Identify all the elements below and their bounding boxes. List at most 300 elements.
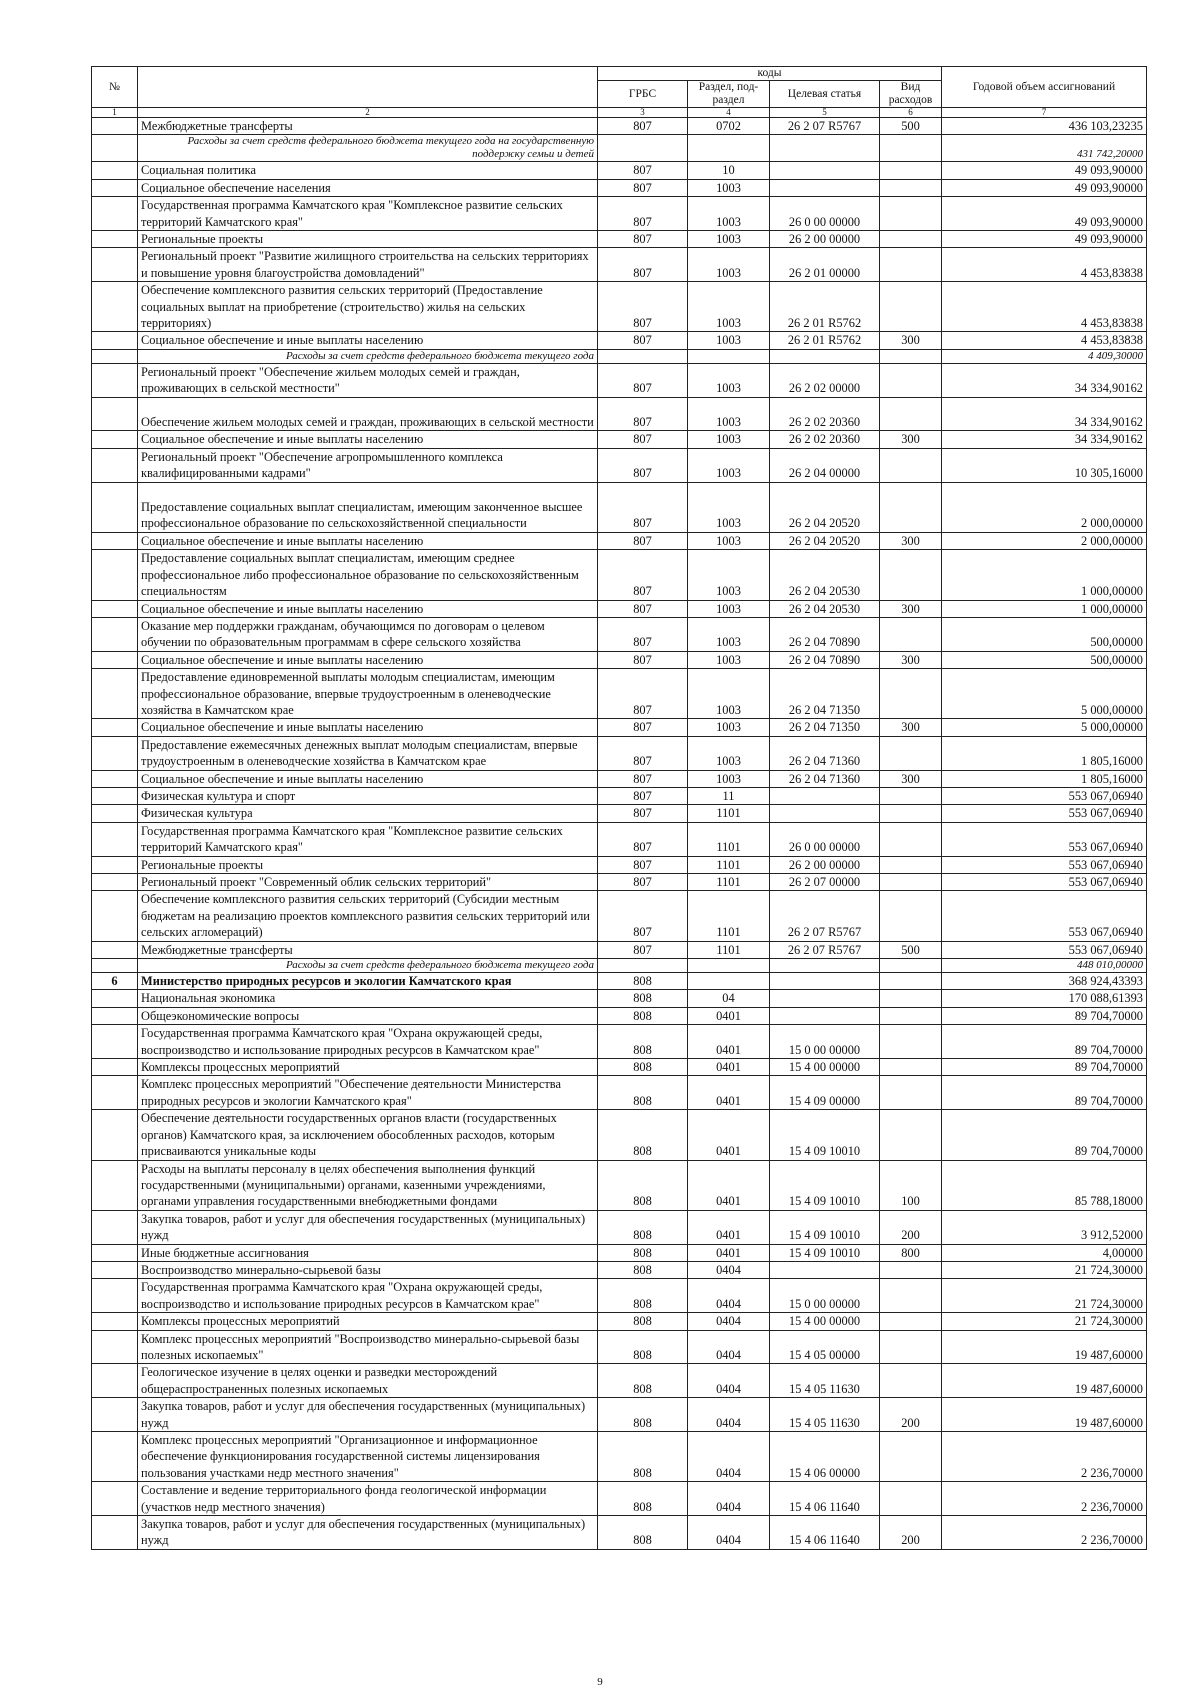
row-type <box>880 1007 942 1024</box>
row-type <box>880 856 942 873</box>
row-section <box>688 973 770 990</box>
row-type: 300 <box>880 651 942 668</box>
row-name: Составление и ведение территориального фонда геологической информации (участков недр местного значения) <box>138 1482 598 1516</box>
row-amount: 89 704,70000 <box>942 1025 1147 1059</box>
row-amount: 4 409,30000 <box>942 349 1147 363</box>
row-name: Расходы за счет средств федерального бюджета текущего года на государственную поддержку семьи и детей <box>138 135 598 162</box>
row-grbs: 808 <box>598 1261 688 1278</box>
budget-table <box>91 66 1147 1550</box>
row-name: Комплекс процессных мероприятий "Обеспечение деятельности Министерства природных ресурсов и экологии Камчатского края" <box>138 1076 598 1110</box>
row-name: Обеспечение комплексного развития сельских территорий (Субсидии местным бюджетам на реализацию проектов комплексного развития сельских территорий или сельских агломераций) <box>138 891 598 941</box>
table-row <box>92 1516 1147 1550</box>
row-grbs: 807 <box>598 856 688 873</box>
row-name: Расходы за счет средств федерального бюджета текущего года <box>138 959 598 973</box>
row-grbs: 808 <box>598 1364 688 1398</box>
row-section: 0404 <box>688 1482 770 1516</box>
row-amount: 500,00000 <box>942 651 1147 668</box>
row-section: 04 <box>688 990 770 1007</box>
row-name: Государственная программа Камчатского края "Охрана окружающей среды, воспроизводство и использование природных ресурсов в Камчатском крае" <box>138 1025 598 1059</box>
row-type: 200 <box>880 1516 942 1550</box>
row-name: Общеэкономические вопросы <box>138 1007 598 1024</box>
row-name: Расходы за счет средств федерального бюджета текущего года <box>138 349 598 363</box>
row-number <box>92 1261 138 1278</box>
row-amount: 21 724,30000 <box>942 1261 1147 1278</box>
index-cell: 1 <box>92 108 138 118</box>
row-grbs: 807 <box>598 874 688 891</box>
row-number <box>92 891 138 941</box>
row-type <box>880 1364 942 1398</box>
row-amount: 2 236,70000 <box>942 1516 1147 1550</box>
row-name: Физическая культура <box>138 805 598 822</box>
row-amount: 89 704,70000 <box>942 1076 1147 1110</box>
row-type: 200 <box>880 1398 942 1432</box>
row-name: Государственная программа Камчатского края "Комплексное развитие сельских территорий Камчатского края" <box>138 822 598 856</box>
row-type <box>880 179 942 196</box>
row-target <box>770 162 880 179</box>
row-type <box>880 135 942 162</box>
row-number <box>92 1432 138 1482</box>
row-type <box>880 1059 942 1076</box>
row-number <box>92 1076 138 1110</box>
row-type <box>880 231 942 248</box>
row-number <box>92 941 138 958</box>
row-name: Иные бюджетные ассигнования <box>138 1244 598 1261</box>
row-target: 26 2 04 20520 <box>770 482 880 532</box>
row-grbs: 808 <box>598 1025 688 1059</box>
row-target <box>770 805 880 822</box>
row-grbs: 807 <box>598 617 688 651</box>
row-section: 1003 <box>688 231 770 248</box>
row-number <box>92 349 138 363</box>
row-target <box>770 973 880 990</box>
table-row <box>92 162 1147 179</box>
row-amount: 553 067,06940 <box>942 874 1147 891</box>
row-type <box>880 990 942 1007</box>
row-amount: 34 334,90162 <box>942 431 1147 448</box>
row-section: 1101 <box>688 874 770 891</box>
row-section: 1003 <box>688 482 770 532</box>
row-grbs: 807 <box>598 397 688 431</box>
row-target: 26 2 01 00000 <box>770 248 880 282</box>
index-cell: 4 <box>688 108 770 118</box>
row-grbs: 807 <box>598 770 688 787</box>
row-target: 15 4 09 10010 <box>770 1160 880 1210</box>
row-type <box>880 1279 942 1313</box>
row-number <box>92 1110 138 1160</box>
row-amount: 553 067,06940 <box>942 891 1147 941</box>
row-section: 1003 <box>688 248 770 282</box>
row-number <box>92 822 138 856</box>
row-grbs: 807 <box>598 651 688 668</box>
row-target: 26 0 00 00000 <box>770 197 880 231</box>
row-section: 1003 <box>688 448 770 482</box>
row-amount: 431 742,20000 <box>942 135 1147 162</box>
table-row <box>92 1210 1147 1244</box>
row-amount: 553 067,06940 <box>942 787 1147 804</box>
row-grbs: 807 <box>598 197 688 231</box>
table-row <box>92 1244 1147 1261</box>
row-section: 0401 <box>688 1007 770 1024</box>
row-name: Геологическое изучение в целях оценки и разведки месторождений общераспространенных полезных ископаемых <box>138 1364 598 1398</box>
row-type <box>880 1482 942 1516</box>
row-number <box>92 1279 138 1313</box>
row-grbs: 807 <box>598 179 688 196</box>
index-cell: 2 <box>138 108 598 118</box>
row-type <box>880 162 942 179</box>
row-number <box>92 1007 138 1024</box>
row-name: Закупка товаров, работ и услуг для обеспечения государственных (муниципальных) нужд <box>138 1398 598 1432</box>
row-name: Региональный проект "Обеспечение агропромышленного комплекса квалифицированными кадрами" <box>138 448 598 482</box>
row-grbs: 808 <box>598 1059 688 1076</box>
row-target: 15 4 05 11630 <box>770 1364 880 1398</box>
row-target <box>770 135 880 162</box>
row-name: Социальное обеспечение и иные выплаты населению <box>138 651 598 668</box>
row-section: 1003 <box>688 397 770 431</box>
row-name: Комплексы процессных мероприятий <box>138 1059 598 1076</box>
row-number <box>92 179 138 196</box>
row-target: 26 2 07 R5767 <box>770 941 880 958</box>
row-target: 26 2 04 71360 <box>770 770 880 787</box>
table-row <box>92 770 1147 787</box>
row-number <box>92 1398 138 1432</box>
header-name <box>138 67 598 108</box>
row-target: 15 0 00 00000 <box>770 1025 880 1059</box>
row-amount: 2 236,70000 <box>942 1482 1147 1516</box>
row-section: 1003 <box>688 332 770 349</box>
row-number <box>92 397 138 431</box>
row-section: 1003 <box>688 600 770 617</box>
row-number <box>92 550 138 600</box>
row-amount: 89 704,70000 <box>942 1110 1147 1160</box>
row-grbs: 807 <box>598 431 688 448</box>
table-row <box>92 719 1147 736</box>
header-section: Раздел, под-раздел <box>688 81 770 108</box>
row-number <box>92 959 138 973</box>
row-amount: 2 000,00000 <box>942 482 1147 532</box>
row-grbs: 807 <box>598 669 688 719</box>
row-name: Региональный проект "Обеспечение жильем молодых семей и граждан, проживающих в сельской местности" <box>138 363 598 397</box>
row-type <box>880 397 942 431</box>
page-number: 9 <box>597 1676 603 1688</box>
row-amount: 3 912,52000 <box>942 1210 1147 1244</box>
table-row <box>92 1261 1147 1278</box>
row-type: 300 <box>880 332 942 349</box>
row-type <box>880 736 942 770</box>
row-grbs: 807 <box>598 363 688 397</box>
row-section: 1101 <box>688 805 770 822</box>
table-row <box>92 990 1147 1007</box>
table-row <box>92 179 1147 196</box>
row-grbs <box>598 959 688 973</box>
row-target: 15 4 09 10010 <box>770 1110 880 1160</box>
row-number <box>92 1330 138 1364</box>
row-target: 26 2 00 00000 <box>770 856 880 873</box>
table-row <box>92 363 1147 397</box>
row-type <box>880 1076 942 1110</box>
row-target: 15 4 06 11640 <box>770 1516 880 1550</box>
row-target: 15 4 06 11640 <box>770 1482 880 1516</box>
row-number <box>92 162 138 179</box>
index-cell: 6 <box>880 108 942 118</box>
row-grbs: 808 <box>598 1330 688 1364</box>
row-target: 26 2 01 R5762 <box>770 332 880 349</box>
row-section: 10 <box>688 162 770 179</box>
row-section: 0404 <box>688 1313 770 1330</box>
row-amount: 553 067,06940 <box>942 856 1147 873</box>
row-section: 1101 <box>688 941 770 958</box>
row-target: 26 2 04 70890 <box>770 651 880 668</box>
row-name: Физическая культура и спорт <box>138 787 598 804</box>
row-section: 1101 <box>688 856 770 873</box>
row-target: 26 2 02 20360 <box>770 397 880 431</box>
row-section: 0404 <box>688 1330 770 1364</box>
table-row <box>92 197 1147 231</box>
row-number <box>92 874 138 891</box>
table-row <box>92 1313 1147 1330</box>
row-number: 6 <box>92 973 138 990</box>
row-type <box>880 482 942 532</box>
row-amount: 2 236,70000 <box>942 1432 1147 1482</box>
row-target: 26 2 07 00000 <box>770 874 880 891</box>
row-name: Социальная политика <box>138 162 598 179</box>
row-section: 1003 <box>688 651 770 668</box>
budget-sheet <box>91 66 1146 1550</box>
row-number <box>92 1160 138 1210</box>
row-target: 26 2 01 R5762 <box>770 282 880 332</box>
row-grbs: 808 <box>598 990 688 1007</box>
row-target: 26 2 07 R5767 <box>770 118 880 135</box>
row-section: 1101 <box>688 822 770 856</box>
row-grbs: 808 <box>598 1432 688 1482</box>
row-name: Обеспечение жильем молодых семей и граждан, проживающих в сельской местности <box>138 397 598 431</box>
row-target: 26 2 04 20520 <box>770 532 880 549</box>
row-type: 300 <box>880 431 942 448</box>
row-type <box>880 1432 942 1482</box>
row-section: 0401 <box>688 1160 770 1210</box>
row-number <box>92 231 138 248</box>
row-name: Предоставление социальных выплат специалистам, имеющим среднее профессиональное либо профессиональное образование по сельскохозяйственным специальностям <box>138 550 598 600</box>
row-name: Межбюджетные трансферты <box>138 118 598 135</box>
row-target: 26 2 04 20530 <box>770 550 880 600</box>
row-section: 1003 <box>688 197 770 231</box>
row-name: Комплекс процессных мероприятий "Воспроизводство минерально-сырьевой базы полезных ископаемых" <box>138 1330 598 1364</box>
row-number <box>92 1482 138 1516</box>
row-section: 1003 <box>688 719 770 736</box>
row-section: 1003 <box>688 431 770 448</box>
row-grbs: 808 <box>598 1516 688 1550</box>
row-section: 0404 <box>688 1279 770 1313</box>
row-type <box>880 197 942 231</box>
table-row <box>92 941 1147 958</box>
row-target: 26 2 04 70890 <box>770 617 880 651</box>
header-grbs: ГРБС <box>598 81 688 108</box>
row-target: 15 4 09 10010 <box>770 1210 880 1244</box>
row-section: 1003 <box>688 770 770 787</box>
row-number <box>92 1210 138 1244</box>
row-grbs: 807 <box>598 822 688 856</box>
row-section: 1003 <box>688 736 770 770</box>
row-type: 500 <box>880 941 942 958</box>
header-target: Целевая статья <box>770 81 880 108</box>
row-type <box>880 617 942 651</box>
table-row <box>92 669 1147 719</box>
row-number <box>92 363 138 397</box>
row-amount: 4,00000 <box>942 1244 1147 1261</box>
row-grbs: 808 <box>598 1210 688 1244</box>
row-target: 26 2 02 00000 <box>770 363 880 397</box>
row-name: Предоставление социальных выплат специалистам, имеющим законченное высшее профессиональное образование по сельскохозяйственной специальности <box>138 482 598 532</box>
row-number <box>92 805 138 822</box>
row-section <box>688 349 770 363</box>
row-grbs: 807 <box>598 231 688 248</box>
row-target: 15 4 09 10010 <box>770 1244 880 1261</box>
header-no: № <box>92 67 138 108</box>
row-name: Социальное обеспечение и иные выплаты населению <box>138 532 598 549</box>
row-name: Предоставление ежемесячных денежных выплат молодым специалистам, впервые трудоустроенным в оленеводческие хозяйства в Камчатском крае <box>138 736 598 770</box>
row-number <box>92 856 138 873</box>
row-amount: 4 453,83838 <box>942 332 1147 349</box>
row-number <box>92 669 138 719</box>
table-row <box>92 1160 1147 1210</box>
row-target: 26 2 02 20360 <box>770 431 880 448</box>
row-amount: 34 334,90162 <box>942 397 1147 431</box>
row-grbs: 807 <box>598 282 688 332</box>
row-name: Региональные проекты <box>138 231 598 248</box>
row-name: Социальное обеспечение и иные выплаты населению <box>138 332 598 349</box>
table-row <box>92 532 1147 549</box>
row-type <box>880 973 942 990</box>
row-section: 0404 <box>688 1516 770 1550</box>
row-amount: 553 067,06940 <box>942 805 1147 822</box>
row-target: 26 2 04 71350 <box>770 719 880 736</box>
row-type <box>880 349 942 363</box>
table-row <box>92 118 1147 135</box>
header-volume: Годовой объем ассигнований <box>942 67 1147 108</box>
row-amount: 448 010,00000 <box>942 959 1147 973</box>
row-amount: 1 805,16000 <box>942 770 1147 787</box>
row-grbs: 808 <box>598 1279 688 1313</box>
row-number <box>92 282 138 332</box>
row-target <box>770 990 880 1007</box>
note-row <box>92 349 1147 363</box>
row-type <box>880 1313 942 1330</box>
row-amount: 49 093,90000 <box>942 162 1147 179</box>
row-number <box>92 1516 138 1550</box>
row-target <box>770 1261 880 1278</box>
table-row <box>92 736 1147 770</box>
note-row <box>92 959 1147 973</box>
row-name: Региональный проект "Развитие жилищного строительства на сельских территориях и повышение уровня благоустройства домовладений" <box>138 248 598 282</box>
row-grbs <box>598 135 688 162</box>
row-section: 0404 <box>688 1398 770 1432</box>
row-name: Региональные проекты <box>138 856 598 873</box>
row-amount: 21 724,30000 <box>942 1313 1147 1330</box>
row-amount: 49 093,90000 <box>942 197 1147 231</box>
table-row <box>92 431 1147 448</box>
row-number <box>92 787 138 804</box>
row-target: 26 2 04 71350 <box>770 669 880 719</box>
row-amount: 170 088,61393 <box>942 990 1147 1007</box>
row-name: Обеспечение деятельности государственных органов власти (государственных органов) Камчатского края, за исключением обособленных расходов, которым присваиваются уникальные коды <box>138 1110 598 1160</box>
table-row <box>92 617 1147 651</box>
row-number <box>92 736 138 770</box>
table-row <box>92 787 1147 804</box>
index-cell: 7 <box>942 108 1147 118</box>
row-type <box>880 1110 942 1160</box>
row-number <box>92 1313 138 1330</box>
row-type: 500 <box>880 118 942 135</box>
row-grbs: 807 <box>598 332 688 349</box>
row-grbs: 807 <box>598 941 688 958</box>
row-name: Социальное обеспечение и иные выплаты населению <box>138 431 598 448</box>
row-amount: 10 305,16000 <box>942 448 1147 482</box>
row-number <box>92 118 138 135</box>
row-section: 0401 <box>688 1059 770 1076</box>
row-target: 26 2 04 20530 <box>770 600 880 617</box>
row-name: Комплекс процессных мероприятий "Организационное и информационное обеспечение функционирования государственной системы лицензирования пользования участками недр местного значения" <box>138 1432 598 1482</box>
table-row <box>92 282 1147 332</box>
row-section: 1003 <box>688 363 770 397</box>
table-row <box>92 248 1147 282</box>
row-name: Закупка товаров, работ и услуг для обеспечения государственных (муниципальных) нужд <box>138 1210 598 1244</box>
row-amount: 21 724,30000 <box>942 1279 1147 1313</box>
row-name: Предоставление единовременной выплаты молодым специалистам, имеющим профессиональное образование, впервые трудоустроенным в оленеводческие хозяйства в Камчатском крае <box>138 669 598 719</box>
row-name: Национальная экономика <box>138 990 598 1007</box>
row-grbs: 807 <box>598 550 688 600</box>
row-target: 15 4 00 00000 <box>770 1313 880 1330</box>
row-name: Комплексы процессных мероприятий <box>138 1313 598 1330</box>
row-amount: 89 704,70000 <box>942 1007 1147 1024</box>
row-section <box>688 959 770 973</box>
table-row <box>92 332 1147 349</box>
row-type <box>880 959 942 973</box>
row-target: 26 2 07 R5767 <box>770 891 880 941</box>
row-section: 1003 <box>688 669 770 719</box>
table-row <box>92 448 1147 482</box>
row-number <box>92 332 138 349</box>
row-type <box>880 805 942 822</box>
table-row <box>92 1432 1147 1482</box>
table-row <box>92 550 1147 600</box>
row-number <box>92 1364 138 1398</box>
row-type: 300 <box>880 532 942 549</box>
table-row <box>92 805 1147 822</box>
row-number <box>92 617 138 651</box>
row-name: Государственная программа Камчатского края "Комплексное развитие сельских территорий Камчатского края" <box>138 197 598 231</box>
row-name: Расходы на выплаты персоналу в целях обеспечения выполнения функций государственными (муниципальными) органами, казенными учреждениями, органами управления государственными внебюджетными фондами <box>138 1160 598 1210</box>
row-grbs: 807 <box>598 736 688 770</box>
row-type <box>880 891 942 941</box>
table-body <box>92 118 1147 1550</box>
row-type <box>880 822 942 856</box>
row-amount: 2 000,00000 <box>942 532 1147 549</box>
row-amount: 4 453,83838 <box>942 248 1147 282</box>
row-target: 15 4 00 00000 <box>770 1059 880 1076</box>
row-amount: 85 788,18000 <box>942 1160 1147 1210</box>
row-amount: 34 334,90162 <box>942 363 1147 397</box>
table-row <box>92 1025 1147 1059</box>
row-target: 15 4 09 00000 <box>770 1076 880 1110</box>
table-row <box>92 1364 1147 1398</box>
row-grbs: 807 <box>598 600 688 617</box>
row-target <box>770 787 880 804</box>
row-amount: 5 000,00000 <box>942 719 1147 736</box>
table-row <box>92 891 1147 941</box>
row-number <box>92 1244 138 1261</box>
row-section: 1003 <box>688 179 770 196</box>
row-amount: 1 000,00000 <box>942 600 1147 617</box>
row-amount: 500,00000 <box>942 617 1147 651</box>
